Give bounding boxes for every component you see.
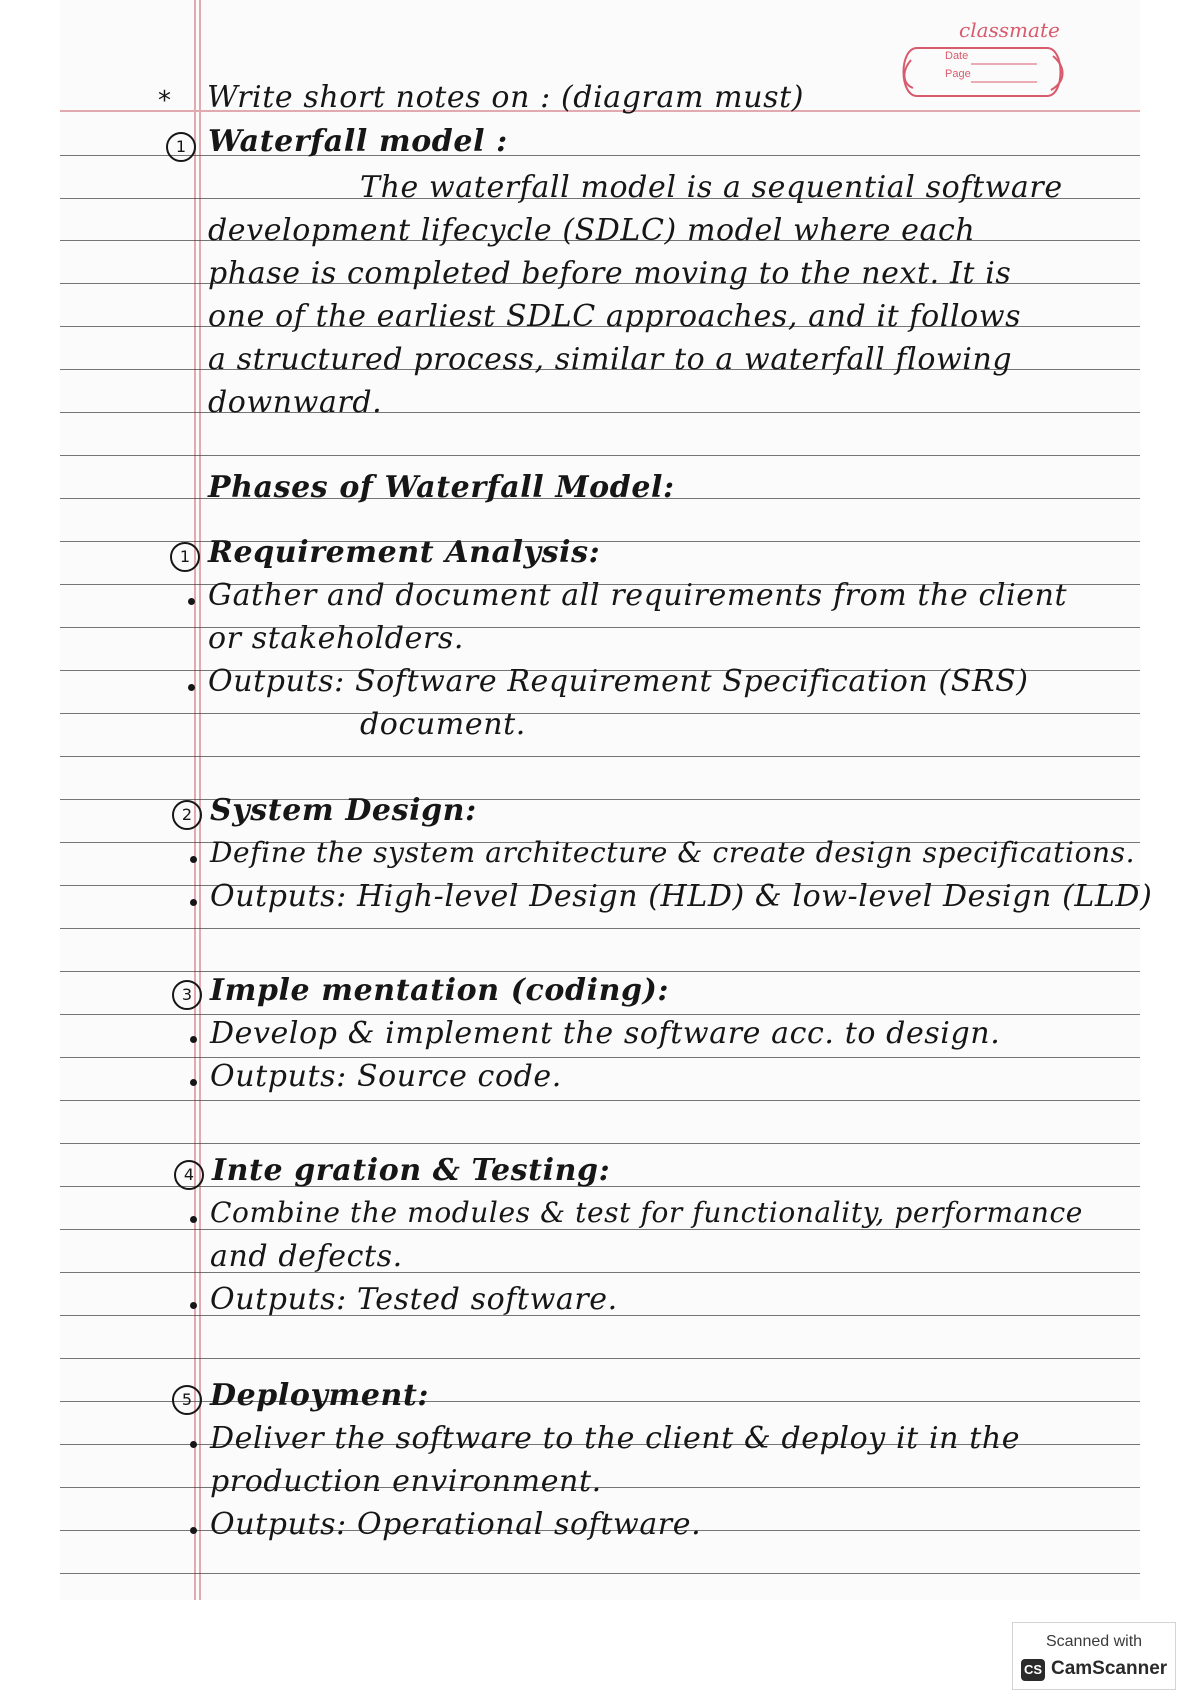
phase-point-line: Outputs: Operational software. bbox=[210, 1507, 702, 1542]
phase-title: Inte gration & Testing: bbox=[212, 1153, 611, 1188]
phase-title: Deployment: bbox=[210, 1378, 430, 1413]
intro-line: one of the earliest SDLC approaches, and it follows bbox=[208, 299, 1022, 334]
bullet-dot bbox=[190, 1302, 197, 1309]
phase-point-line: Outputs: Source code. bbox=[210, 1059, 562, 1094]
phase-point-line: Outputs: Tested software. bbox=[210, 1282, 618, 1317]
brand-name: classmate bbox=[959, 18, 1060, 42]
camscanner-logo-icon: CS bbox=[1021, 1659, 1045, 1681]
phase-number-badge: 4 bbox=[174, 1160, 204, 1190]
phase-point-line: document. bbox=[360, 707, 526, 742]
bullet-dot bbox=[190, 899, 197, 906]
phase-title: Imple mentation (coding): bbox=[210, 973, 670, 1008]
page-label: Page bbox=[945, 68, 971, 80]
ruled-line bbox=[60, 1057, 1140, 1058]
phase-point-line: Develop & implement the software acc. to design. bbox=[210, 1016, 1001, 1051]
date-label: Date bbox=[945, 50, 969, 62]
camscanner-watermark bbox=[1012, 1622, 1176, 1690]
question-heading: Write short notes on : (diagram must) bbox=[207, 80, 805, 115]
intro-line: development lifecycle (SDLC) model where each bbox=[208, 213, 976, 248]
ruled-line bbox=[60, 928, 1140, 929]
ruled-line bbox=[60, 455, 1140, 456]
camscanner-name: CamScanner bbox=[1051, 1658, 1168, 1679]
intro-line: a structured process, similar to a waterfall flowing bbox=[208, 342, 1013, 377]
bullet-dot bbox=[190, 1441, 197, 1448]
ruled-line bbox=[60, 1573, 1140, 1574]
ruled-line bbox=[60, 1014, 1140, 1015]
phase-point-line: Define the system architecture & create design specifications. bbox=[210, 836, 1136, 869]
scanned-with-caption: Scanned with bbox=[1045, 1633, 1143, 1650]
phase-point-line: and defects. bbox=[210, 1239, 403, 1274]
phase-point-line: Outputs: Software Requirement Specification (SRS) bbox=[208, 664, 1029, 699]
ruled-line bbox=[60, 1100, 1140, 1101]
bullet-dot bbox=[188, 684, 195, 691]
ruled-line bbox=[60, 1229, 1140, 1230]
bullet-dot bbox=[190, 1527, 197, 1534]
phase-title: System Design: bbox=[210, 793, 477, 828]
notebook-brand-logo bbox=[897, 18, 1067, 100]
brand-frame-icon bbox=[897, 44, 1067, 100]
phase-title: Requirement Analysis: bbox=[208, 535, 601, 570]
ruled-line bbox=[60, 756, 1140, 757]
phase-number-badge: 2 bbox=[172, 800, 202, 830]
phase-point-line: Gather and document all requirements from the client bbox=[208, 578, 1068, 613]
phase-point-line: Deliver the software to the client & deploy it in the bbox=[210, 1421, 1021, 1456]
phase-point-line: or stakeholders. bbox=[208, 621, 465, 656]
phase-number-badge: 3 bbox=[172, 980, 202, 1010]
intro-line: The waterfall model is a sequential software bbox=[360, 170, 1063, 205]
intro-line: phase is completed before moving to the next. It is bbox=[208, 256, 1012, 291]
phase-point-line: Combine the modules & test for functionality, performance bbox=[210, 1196, 1083, 1229]
intro-line: downward. bbox=[208, 385, 383, 420]
asterisk-marker: * bbox=[158, 86, 171, 116]
ruled-line bbox=[60, 1143, 1140, 1144]
phase-number-badge: 1 bbox=[170, 542, 200, 572]
ruled-line bbox=[60, 971, 1140, 972]
ruled-line bbox=[60, 713, 1140, 714]
phases-title: Phases of Waterfall Model: bbox=[208, 470, 675, 505]
ruled-line bbox=[60, 1358, 1140, 1359]
bullet-dot bbox=[190, 1216, 197, 1223]
bullet-dot bbox=[188, 598, 195, 605]
phase-number-badge: 5 bbox=[172, 1385, 202, 1415]
topic-number-badge: 1 bbox=[166, 132, 196, 162]
bullet-dot bbox=[190, 1036, 197, 1043]
phase-point-line: Outputs: High-level Design (HLD) & low-level Design (LLD) bbox=[210, 879, 1153, 914]
topic-title: Waterfall model : bbox=[208, 124, 508, 159]
bullet-dot bbox=[190, 856, 197, 863]
phase-point-line: production environment. bbox=[210, 1464, 602, 1499]
bullet-dot bbox=[190, 1079, 197, 1086]
